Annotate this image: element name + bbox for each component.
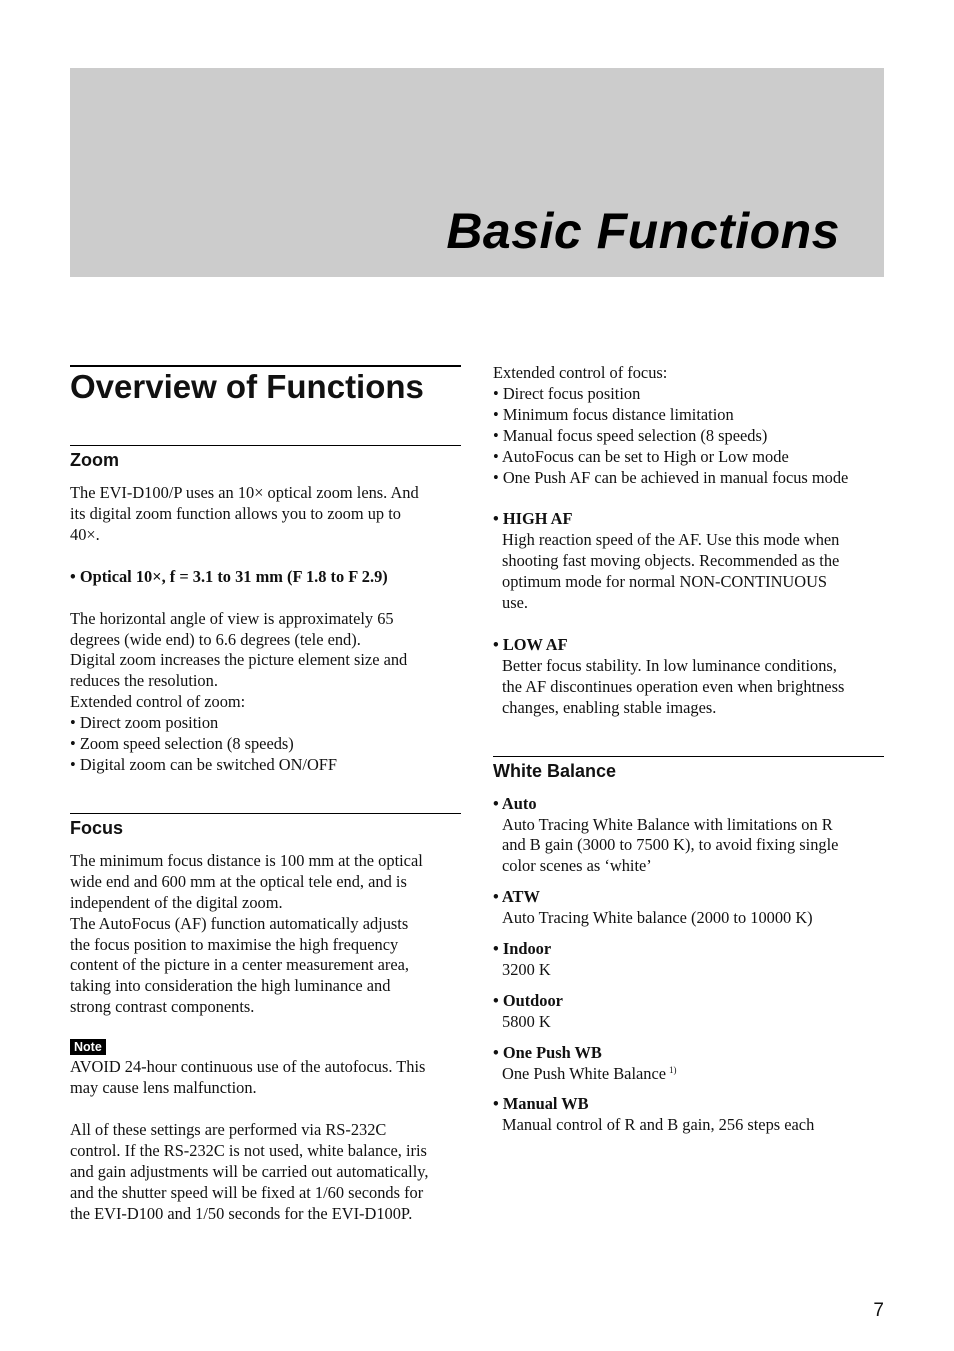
note-text-1: AVOID 24-hour continuous use of the autofocus. This [70,1057,426,1077]
zoom-intro-3: 40×. [70,524,100,544]
settings-text-3: and gain adjustments will be carried out automatically, [70,1161,429,1181]
zoom-list-item: • Zoom speed selection (8 speeds) [70,734,294,754]
wb-item-text-with-footnote [493,1064,884,1085]
zoom-body-2: degrees (wide end) to 6.6 degrees (tele end). [70,629,361,649]
wb-item-text: Auto Tracing White Balance with limitations on R [502,814,833,834]
focus-body-2: wide end and 600 mm at the optical tele end, and is [70,871,407,891]
focus-body-4: The AutoFocus (AF) function automatically adjusts [70,913,409,933]
zoom-body-5: Extended control of zoom: [70,692,246,712]
zoom-list-item: • Digital zoom can be switched ON/OFF [70,754,338,774]
white-balance-heading: White Balance [493,756,884,784]
focus-ext-item: • Minimum focus distance limitation [493,404,734,424]
focus-heading: Focus [70,813,461,841]
high-af-text: shooting fast moving objects. Recommended as the [502,551,840,571]
note-label: Note [70,1039,106,1055]
focus-body-3: independent of the digital zoom. [70,892,283,912]
zoom-body-1: The horizontal angle of view is approximately 65 [70,608,394,628]
focus-ext-item: • AutoFocus can be set to High or Low mode [493,446,789,466]
page-number: 7 [873,1300,884,1321]
wb-item-label: • Manual WB [493,1094,589,1114]
chapter-banner [70,68,884,277]
low-af-text: changes, enabling stable images. [502,697,717,717]
zoom-body-3: Digital zoom increases the picture element size and [70,650,408,670]
focus-body-7: taking into consideration the high luminance and [70,976,391,996]
wb-item-text: Manual control of R and B gain, 256 steps each [502,1115,815,1135]
wb-item-text: color scenes as ‘white’ [502,856,652,876]
focus-body-1: The minimum focus distance is 100 mm at the optical [70,850,423,870]
focus-ext-item: • Manual focus speed selection (8 speeds) [493,425,768,445]
zoom-heading: Zoom [70,445,461,473]
footnote-ref: 1) [669,1064,677,1075]
zoom-optical-spec: • Optical 10×, f = 3.1 to 31 mm (F 1.8 to F 2.9) [70,566,388,586]
zoom-intro-1: The EVI-D100/P uses an 10× optical zoom lens. And [70,483,419,502]
low-af-label: • LOW AF [493,634,568,654]
wb-item-label: • ATW [493,887,540,907]
focus-body-5: the focus position to maximise the high frequency [70,934,399,954]
high-af-text: use. [502,593,528,613]
focus-ext-heading: Extended control of focus: [493,363,668,382]
wb-item-label: • One Push WB [493,1042,602,1062]
high-af-text: High reaction speed of the AF. Use this mode when [502,530,840,550]
focus-ext-item: • One Push AF can be achieved in manual focus mode [493,467,849,487]
focus-ext-item: • Direct focus position [493,383,641,403]
wb-item-text: 3200 K [502,959,551,979]
note-text-2: may cause lens malfunction. [70,1078,257,1098]
settings-text-4: and the shutter speed will be fixed at 1/60 seconds for [70,1182,424,1202]
chapter-title: Basic Functions [446,203,840,259]
zoom-list-item: • Direct zoom position [70,713,219,733]
zoom-body-4: reduces the resolution. [70,671,218,691]
wb-item-label: • Outdoor [493,990,563,1010]
wb-item-text: 5800 K [502,1011,551,1031]
low-af-text: Better focus stability. In low luminance conditions, [502,655,837,675]
wb-item-text: Auto Tracing White balance (2000 to 10000 K) [502,908,813,928]
high-af-label: • HIGH AF [493,509,573,529]
focus-body-8: strong contrast components. [70,997,255,1017]
section-title: Overview of Functions [70,365,461,412]
zoom-intro-2: its digital zoom function allows you to zoom up to [70,503,401,523]
settings-text-5: the EVI-D100 and 1/50 seconds for the EVI-D100P. [70,1203,413,1223]
wb-item-label: • Auto [493,793,537,813]
settings-text-2: control. If the RS-232C is not used, white balance, iris [70,1140,427,1160]
wb-item-label: • Indoor [493,939,552,959]
settings-text-1: All of these settings are performed via RS-232C [70,1119,387,1139]
low-af-text: the AF discontinues operation even when brightness [502,676,845,696]
right-column [493,363,884,1136]
focus-body-6: content of the picture in a center measurement area, [70,955,410,975]
wb-item-text: and B gain (3000 to 7500 K), to avoid fixing single [502,835,839,855]
high-af-text: optimum mode for normal NON-CONTINUOUS [502,572,828,592]
left-column [70,365,461,1224]
wb-item-text: One Push White Balance [502,1063,667,1083]
